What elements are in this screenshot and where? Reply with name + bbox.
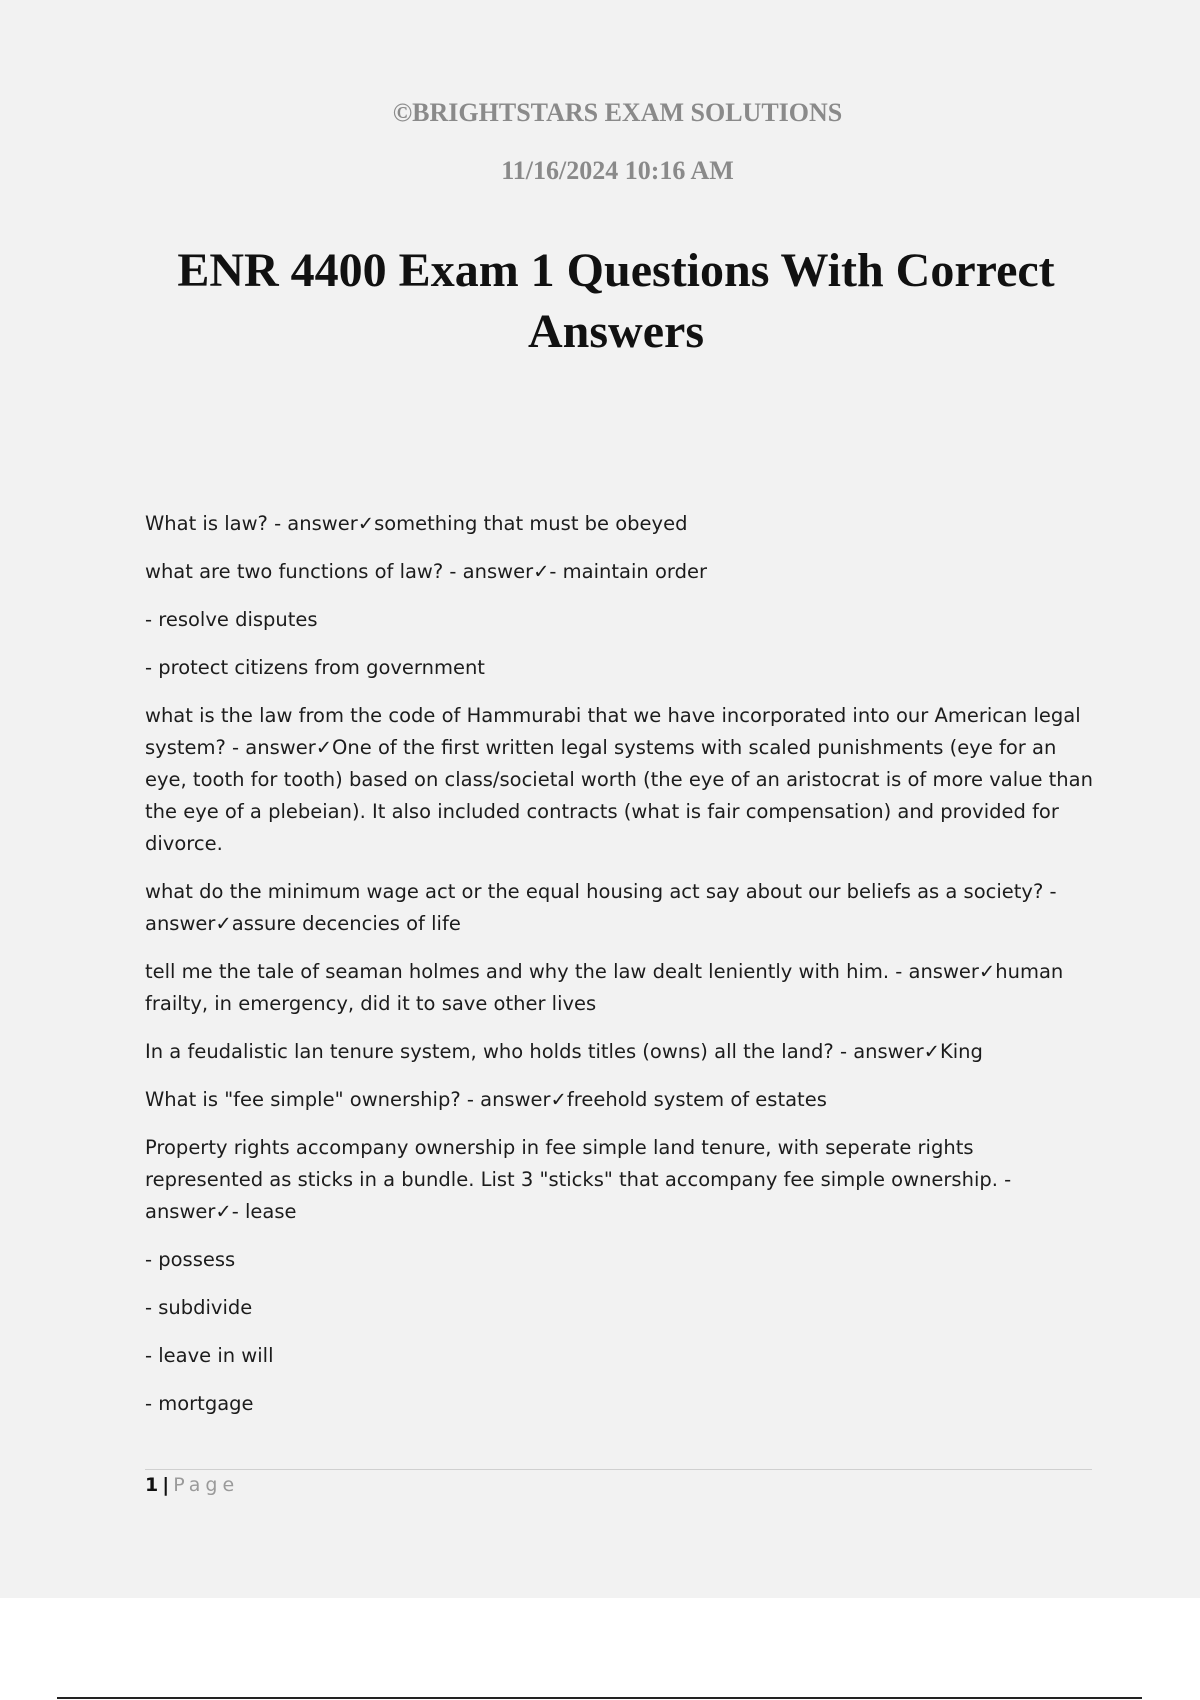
qa-line: - subdivide (145, 1296, 253, 1319)
qa-line: tell me the tale of seaman holmes and why the law dealt leniently with him. - answer✓human frailty, in emergency, did it to save other lives (145, 960, 1064, 1015)
bottom-divider (57, 1697, 1142, 1699)
qa-line: What is law? - answer✓something that must be obeyed (145, 512, 688, 535)
qa-line: - protect citizens from government (145, 656, 485, 679)
page-label: Page (173, 1474, 240, 1496)
footer-separator: | (162, 1474, 170, 1496)
document-title: ENR 4400 Exam 1 Questions With Correct Answers (177, 244, 1055, 358)
qa-line: - resolve disputes (145, 608, 318, 631)
qa-line: - possess (145, 1248, 236, 1271)
footer-divider (145, 1469, 1092, 1470)
qa-line: what do the minimum wage act or the equal housing act say about our beliefs as a society? - answer✓assure decencies of life (145, 880, 1057, 935)
qa-line: - mortgage (145, 1392, 254, 1415)
copyright-header: ©BRIGHTSTARS EXAM SOLUTIONS (392, 98, 843, 127)
qa-list (145, 508, 1095, 1436)
qa-line: Property rights accompany ownership in fee simple land tenure, with seperate rights represented as sticks in a bundle. List 3 "sticks" that accompany fee simple ownership. - answer✓- lease (145, 1136, 1012, 1223)
page-footer (145, 1472, 239, 1498)
page-number: 1 (145, 1474, 159, 1496)
qa-line: what is the law from the code of Hammurabi that we have incorporated into our American legal system? - answer✓One of the first written legal systems with scaled punishments (eye for an eye, tooth for tooth) based on class/societal worth (the eye of an aristocrat is of more value than the eye of a plebeian). It also included contracts (what is fair compensation) and provided for divorce. (145, 704, 1093, 855)
qa-line: - leave in will (145, 1344, 274, 1367)
qa-line: What is "fee simple" ownership? - answer✓freehold system of estates (145, 1088, 827, 1111)
qa-line: In a feudalistic lan tenure system, who holds titles (owns) all the land? - answer✓King (145, 1040, 983, 1063)
qa-line: what are two functions of law? - answer✓- maintain order (145, 560, 707, 583)
timestamp-header: 11/16/2024 10:16 AM (501, 156, 734, 185)
